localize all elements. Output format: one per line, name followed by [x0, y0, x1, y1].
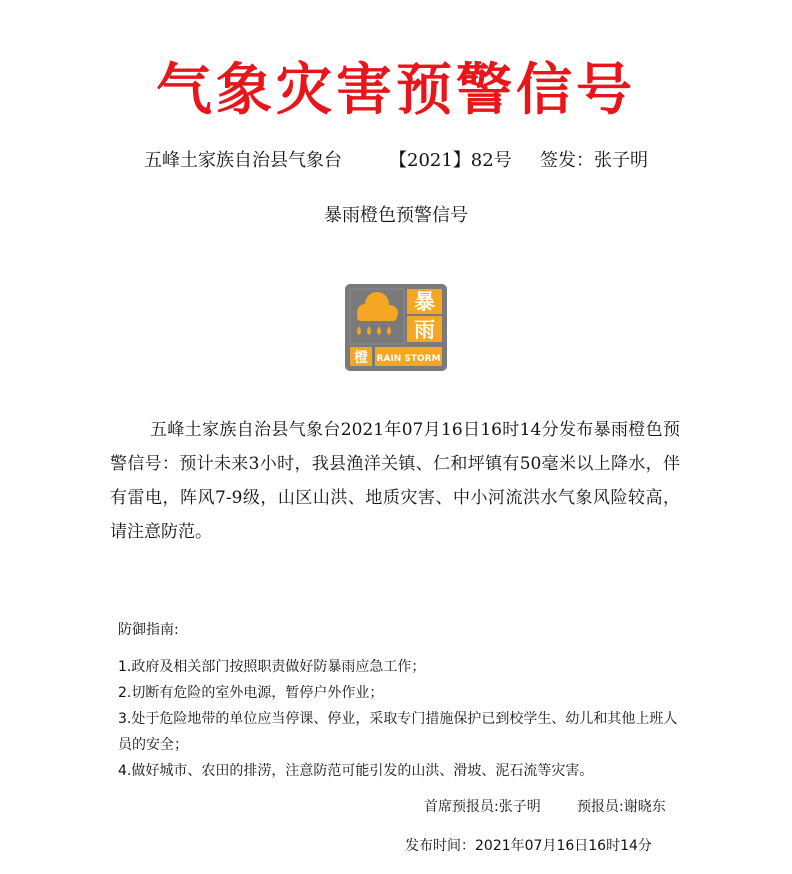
defense-guide-list	[118, 654, 688, 784]
defense-guide-title: 防御指南:	[118, 622, 179, 638]
forecaster: 预报员:谢晓东	[577, 799, 666, 815]
icon-char-mid: 雨	[414, 318, 435, 342]
document-number: 【2021】82号	[389, 150, 512, 171]
warning-body-text: 五峰土家族自治县气象台2021年07月16日16时14分发布暴雨橙色预警信号：预计未来3小时，我县渔洋关镇、仁和坪镇有50毫米以上降水，伴有雷电，阵风7-9级，山区山洪、地质灾害、中小河流洪水气象风险较高，请注意防范。	[110, 420, 680, 542]
guide-item: 1.政府及相关部门按照职责做好防暴雨应急工作；	[118, 659, 426, 675]
document-title: 气象灾害预警信号	[156, 57, 636, 123]
rainstorm-orange-warning-icon	[345, 284, 447, 371]
signer: 签发：张子明	[540, 150, 648, 171]
signal-name: 暴雨橙色预警信号	[324, 205, 468, 226]
chief-forecaster: 首席预报员:张子明	[424, 799, 541, 815]
icon-char-top: 暴	[414, 290, 435, 314]
forecasters-line	[0, 795, 792, 819]
issuer: 五峰土家族自治县气象台	[144, 150, 342, 171]
icon-english-label: RAIN STORM	[376, 354, 441, 364]
icon-char-warn: 橙	[354, 350, 368, 366]
guide-item: 4.做好城市、农田的排涝，注意防范可能引发的山洪、滑坡、泥石流等灾害。	[118, 763, 594, 779]
issue-info-line	[0, 147, 792, 175]
guide-item: 2.切断有危险的室外电源，暂停户外作业；	[118, 685, 384, 701]
release-time: 发布时间：2021年07月16日16时14分	[405, 838, 652, 854]
guide-item: 3.处于危险地带的单位应当停课、停业，采取专门措施保护已到校学生、幼儿和其他上班人员的安全；	[118, 711, 678, 753]
